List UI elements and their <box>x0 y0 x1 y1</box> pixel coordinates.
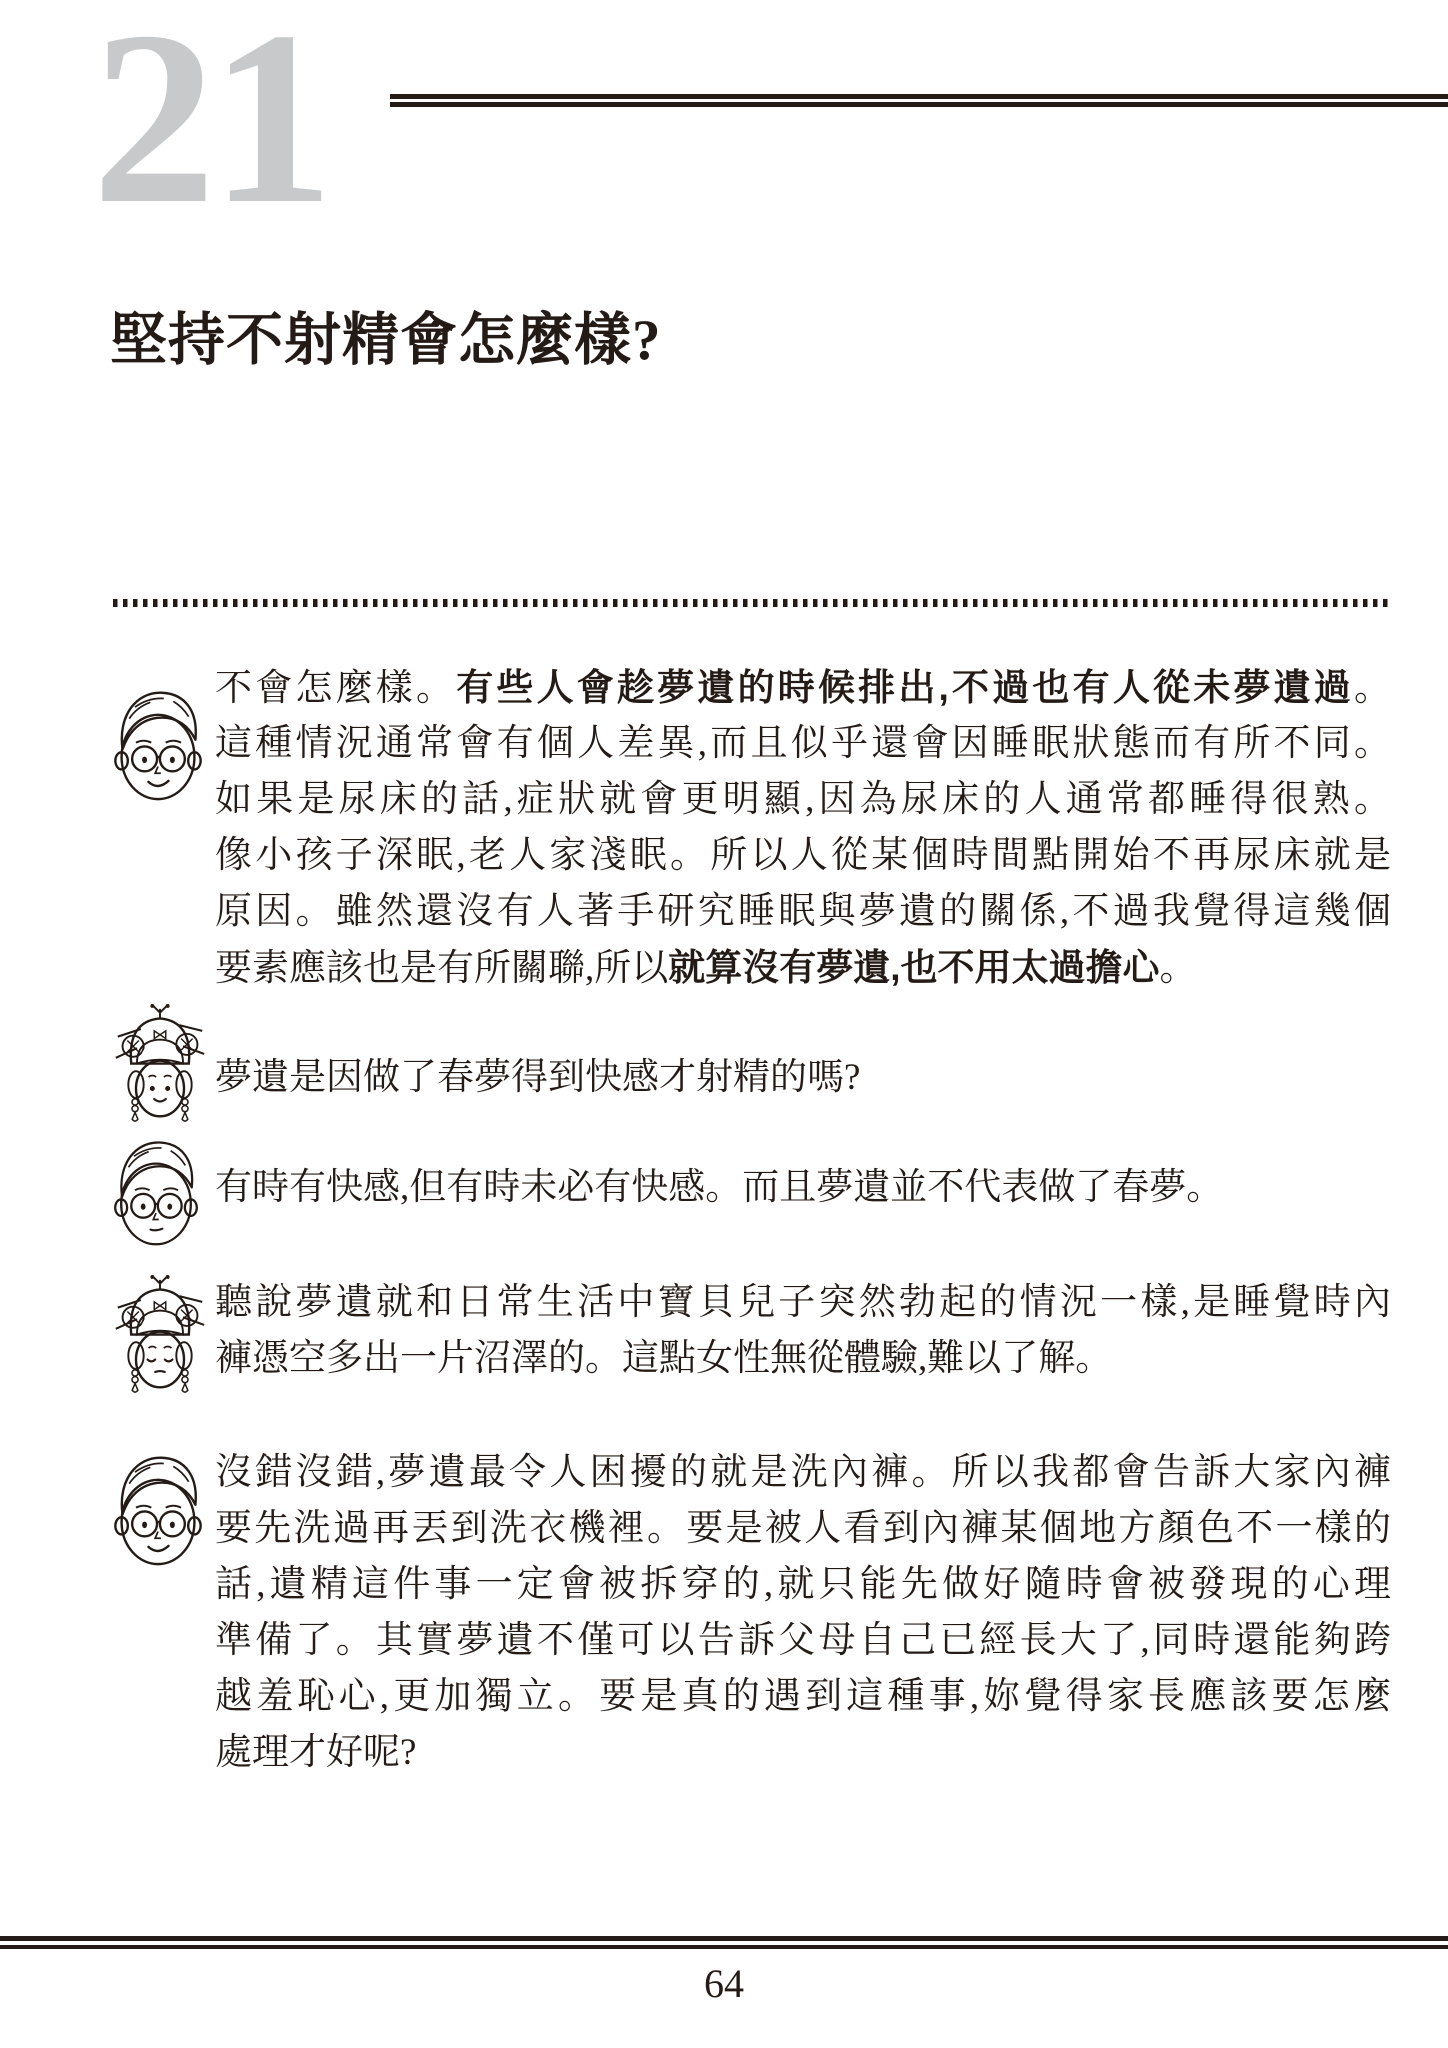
chapter-number: 21 <box>92 0 328 255</box>
page-title: 堅持不射精會怎麼樣? <box>110 309 662 372</box>
dialogue-turn <box>112 1160 1392 1216</box>
speech-line <box>215 1501 1391 1557</box>
text-segment: 有時有快感,但有時未必有快感。而且夢遺並不代表做了春夢。 <box>215 1167 1224 1208</box>
old-man-smiling-avatar-icon <box>112 1451 204 1568</box>
speech-block <box>215 1275 1391 1387</box>
speech-line <box>215 1613 1391 1669</box>
text-segment: 聽說夢遺就和日常生活中寶貝兒子突然勃起的情況一樣,是睡覺時內 <box>215 1282 1391 1323</box>
text-segment: 褲憑空多出一片沼澤的。這點女性無從體驗,難以了解。 <box>215 1338 1113 1379</box>
text-segment: 如果是尿床的話,症狀就會更明顯,因為尿床的人通常都睡得很熟。 <box>215 779 1391 820</box>
speech-line <box>215 1557 1391 1613</box>
text-segment: 準備了。其實夢遺不僅可以告訴父母自己已經長大了,同時還能夠跨 <box>215 1620 1391 1661</box>
dialogue-turn <box>112 1050 1392 1106</box>
girl-smiling-avatar-icon <box>112 1004 208 1125</box>
speech-line <box>215 1275 1391 1331</box>
text-segment: 要先洗過再丟到洗衣機裡。要是被人看到內褲某個地方顏色不一樣的 <box>215 1508 1391 1549</box>
old-man-neutral-avatar-icon <box>112 1136 200 1248</box>
speech-line <box>215 1331 1391 1387</box>
speech-line <box>215 1669 1391 1725</box>
text-segment: 越羞恥心,更加獨立。要是真的遇到這種事,妳覺得家長應該要怎麼 <box>215 1676 1391 1717</box>
text-segment: 原因。雖然還沒有人著手研究睡眠與夢遺的關係,不過我覺得這幾個 <box>215 891 1391 932</box>
text-segment: 話,遺精這件事一定會被拆穿的,就只能先做好隨時會被發現的心理 <box>215 1564 1391 1605</box>
dotted-separator <box>113 599 1391 607</box>
old-man-smiling-avatar-icon <box>112 686 204 803</box>
text-segment-bold: 有些人會趁夢遺的時候排出,不過也有人從未夢遺過 <box>456 667 1355 708</box>
page-number: 64 <box>704 1961 744 2006</box>
speech-line <box>215 1725 1391 1781</box>
speech-line <box>215 940 1391 996</box>
speech-line <box>215 1160 1391 1216</box>
text-segment: 夢遺是因做了春夢得到快感才射精的嗎? <box>215 1057 861 1098</box>
dialogue-turn <box>112 1445 1392 1781</box>
dialogue-turn <box>112 660 1392 996</box>
text-segment-bold: 就算沒有夢遺,也不用太過擔心 <box>668 947 1160 988</box>
text-segment: 這種情況通常會有個人差異,而且似乎還會因睡眠狀態而有所不同。 <box>215 723 1391 764</box>
header-double-rule <box>390 94 1448 107</box>
speech-line <box>215 772 1391 828</box>
text-segment: 要素應該也是有所關聯,所以 <box>215 948 669 989</box>
text-segment: 。 <box>1159 948 1197 989</box>
footer-double-rule <box>0 1936 1448 1949</box>
girl-eyes-closed-avatar-icon <box>112 1275 208 1396</box>
speech-block <box>215 1160 1391 1216</box>
speech-line <box>215 660 1391 716</box>
speech-line <box>215 716 1391 772</box>
speech-line <box>215 884 1391 940</box>
dialogue-turn <box>112 1275 1392 1387</box>
speech-line <box>215 1050 1391 1106</box>
speech-block <box>215 1050 1391 1106</box>
text-segment: 不會怎麼樣。 <box>215 668 457 709</box>
speech-line <box>215 1445 1391 1501</box>
text-segment: 像小孩子深眠,老人家淺眠。所以人從某個時間點開始不再尿床就是 <box>215 835 1391 876</box>
speech-block <box>215 660 1391 996</box>
speech-block <box>215 1445 1391 1781</box>
text-segment: 沒錯沒錯,夢遺最令人困擾的就是洗內褲。所以我都會告訴大家內褲 <box>215 1452 1391 1493</box>
text-segment: 處理才好呢? <box>215 1732 417 1773</box>
speech-line <box>215 828 1391 884</box>
text-segment: 。 <box>1354 668 1392 709</box>
